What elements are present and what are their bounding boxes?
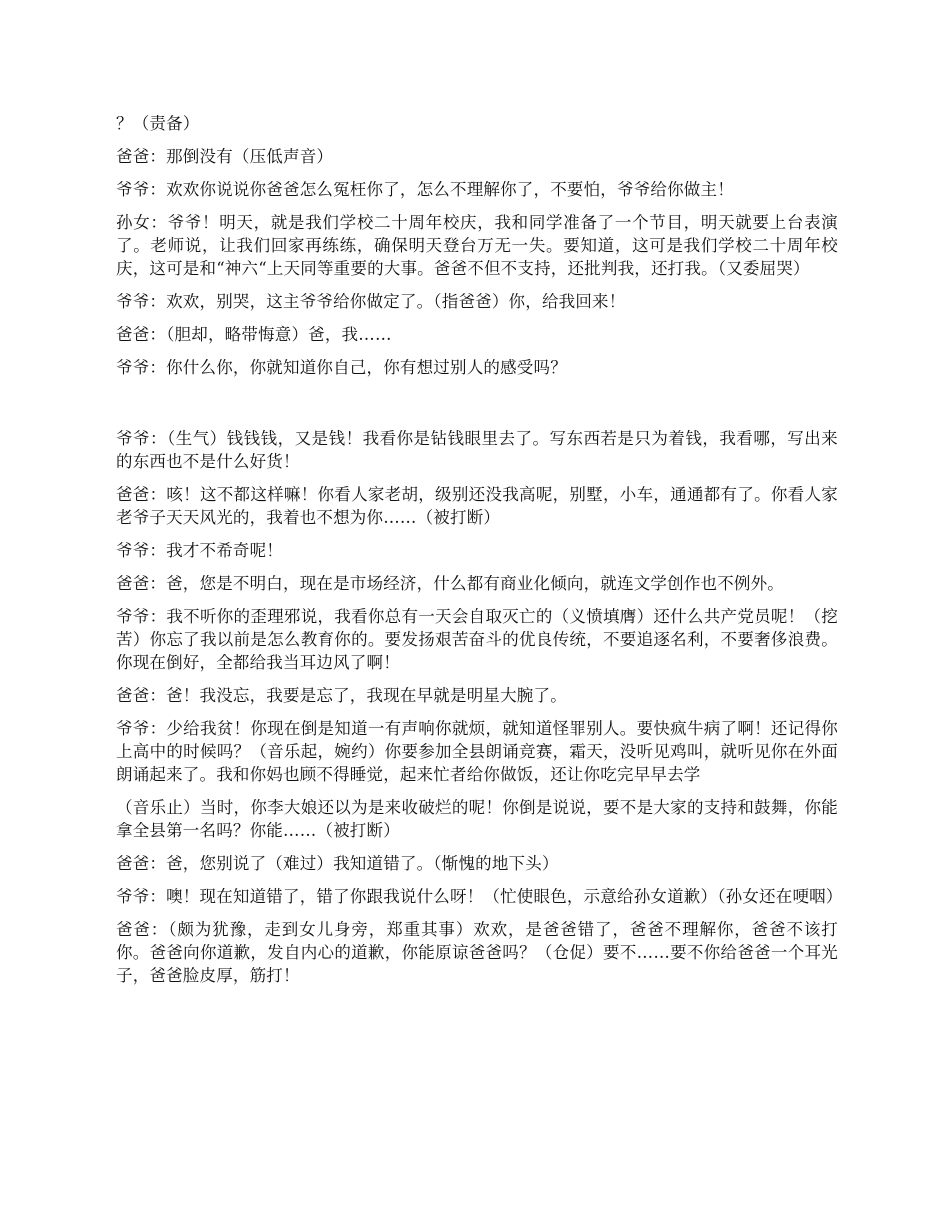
paragraph: 爷爷：欢欢你说说你爸爸怎么冤枉你了，怎么不理解你了，不要怕，爷爷给你做主！ xyxy=(116,180,734,199)
paragraph: 爷爷：噢！现在知道错了，错了你跟我说什么呀！（忙使眼色，示意给孙女道歉）（孙女还在哽咽） xyxy=(116,887,843,906)
section-gap xyxy=(116,389,838,427)
paragraph: 爷爷：我才不希奇呢！ xyxy=(116,541,283,560)
paragraph: 孙女：爷爷！明天，就是我们学校二十周年校庆，我和同学准备了一个节目，明天就要上台表演了。老师说，让我们回家再练练，确保明天登台万无一失。要知道，这可是我们学校二十周年校庆，这可是和“神六“上天同等重要的大事。爸爸不但不支持，还批判我，还打我。（又委屈哭） xyxy=(116,213,838,278)
paragraph: 爷爷：你什么你，你就知道你自己，你有想过别人的感受吗？ xyxy=(116,358,567,377)
paragraph: 爷爷：（生气）钱钱钱，又是钱！我看你是钻钱眼里去了。写东西若是只为着钱，我看哪，写出来的东西也不是什么好货！ xyxy=(116,429,838,471)
paragraph: 爷爷：我不听你的歪理邪说，我看你总有一天会自取灭亡的（义愤填膺）还什么共产党员呢！（挖苦）你忘了我以前是怎么教育你的。要发扬艰苦奋斗的优良传统，不要追逐名利，不要奢侈浪费。你现在倒好，全都给我当耳边风了啊！ xyxy=(116,607,838,672)
paragraph: ？（责备） xyxy=(116,114,200,133)
paragraph: 爸爸：爸！我没忘，我要是忘了，我现在早就是明星大腕了。 xyxy=(116,686,567,705)
paragraph: 爸爸：（颇为犹豫，走到女儿身旁，郑重其事）欢欢，是爸爸错了，爸爸不理解你，爸爸不该打你。爸爸向你道歉，发自内心的道歉，你能原谅爸爸吗？（仓促）要不……要不你给爸爸一个耳光子，爸爸脸皮厚，筋打！ xyxy=(116,920,838,985)
paragraph: 爸爸：（胆却，略带悔意）爸，我…… xyxy=(116,325,392,344)
document-body xyxy=(116,112,843,997)
paragraph: 爸爸：爸，您是不明白，现在是市场经济，什么都有商业化倾向，就连文学创作也不例外。 xyxy=(116,574,784,593)
paragraph: 爸爸：咳！这不都这样嘛！你看人家老胡，级别还没我高呢，别墅，小车，通通都有了。你看人家老爷子天天风光的，我着也不想为你……（被打断） xyxy=(116,485,838,527)
paragraph: 爸爸：那倒没有（压低声音） xyxy=(116,147,334,166)
paragraph: 爸爸：爸，您别说了（难过）我知道错了。（惭愧的地下头） xyxy=(116,854,559,873)
paragraph: 爷爷：欢欢，别哭，这主爷爷给你做定了。（指爸爸）你，给我回来！ xyxy=(116,292,626,311)
paragraph: （音乐止）当时，你李大娘还以为是来收破烂的呢！你倒是说说，要不是大家的支持和鼓舞，你能拿全县第一名吗？你能……（被打断） xyxy=(116,798,838,840)
paragraph: 爷爷：少给我贫！你现在倒是知道一有声响你就烦，就知道怪罪别人。要快疯牛病了啊！还记得你上高中的时候吗？（音乐起，婉约）你要参加全县朗诵竞赛，霜天，没听见鸡叫，就听见你在外面朗诵起来了。我和你妈也顾不得睡觉，起来忙者给你做饭，还让你吃完早早去学 xyxy=(116,719,838,784)
